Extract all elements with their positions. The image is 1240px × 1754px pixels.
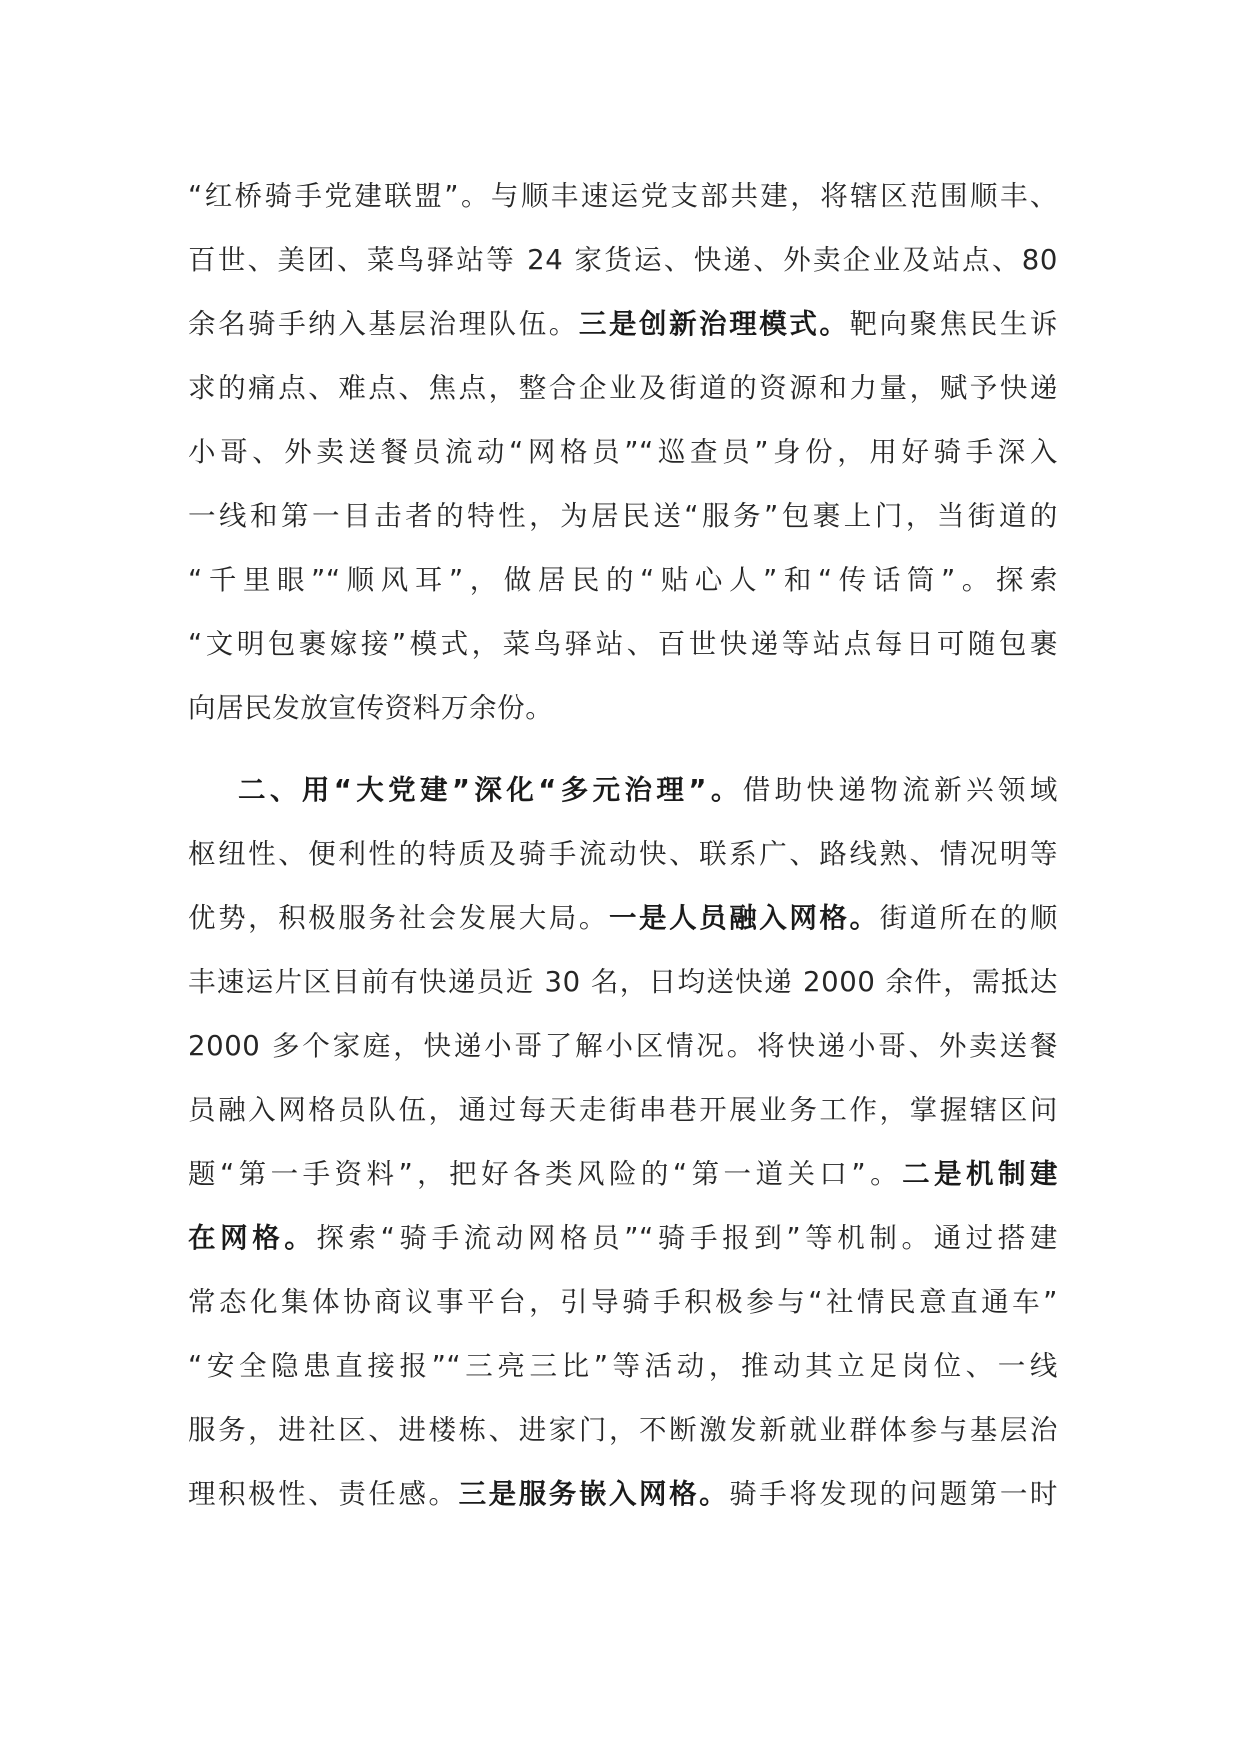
text-run: 探索“骑手流动网格员”“骑手报到”等机制。通过搭建 <box>316 1222 1058 1254</box>
text-line <box>188 164 1058 228</box>
text-line <box>188 228 1058 292</box>
text-run: 街道所在的顺 <box>879 902 1058 934</box>
text-run: 服务，进社区、进楼栋、进家门，不断激发新就业群体参与基层治 <box>188 1414 1058 1446</box>
text-line <box>188 484 1058 548</box>
bold-heading-run: 一是人员融入网格。 <box>608 902 880 934</box>
text-line <box>188 356 1058 420</box>
text-line <box>188 676 1058 740</box>
bold-heading-run: 在网格。 <box>188 1222 317 1254</box>
text-run: 丰速运片区目前有快递员近 30 名，日均送快递 2000 余件，需抵达 <box>188 966 1058 998</box>
bold-heading-run: 二、用“大党建”深化“多元治理”。 <box>238 774 743 806</box>
text-run: 骑手将发现的问题第一时 <box>729 1478 1058 1510</box>
text-run: 理积极性、责任感。 <box>188 1478 459 1510</box>
text-run: 余名骑手纳入基层治理队伍。 <box>188 308 579 340</box>
text-run: 优势，积极服务社会发展大局。 <box>188 902 609 934</box>
text-run: 靶向聚焦民生诉 <box>849 308 1058 340</box>
text-line <box>188 1014 1058 1078</box>
text-line <box>188 548 1058 612</box>
text-run: 一线和第一目击者的特性，为居民送“服务”包裹上门，当街道的 <box>188 500 1058 532</box>
section-heading-line <box>238 758 1058 822</box>
text-line <box>188 1206 1058 1270</box>
text-line <box>188 822 1058 886</box>
text-run: “安全隐患直接报”“三亮三比”等活动，推动其立足岗位、一线 <box>188 1350 1058 1382</box>
text-line <box>188 886 1058 950</box>
bold-heading-run: 二是机制建 <box>902 1158 1059 1190</box>
text-line <box>188 612 1058 676</box>
text-run: 借助快递物流新兴领域 <box>742 774 1059 806</box>
text-run: 2000 多个家庭，快递小哥了解小区情况。将快递小哥、外卖送餐 <box>188 1030 1058 1062</box>
text-run: 向居民发放宣传资料万余份。 <box>188 692 554 724</box>
text-line <box>188 1078 1058 1142</box>
text-line <box>188 420 1058 484</box>
text-line <box>188 950 1058 1014</box>
text-line <box>188 1334 1058 1398</box>
bold-heading-run: 三是创新治理模式。 <box>578 308 850 340</box>
text-run: “千里眼”“顺风耳”，做居民的“贴心人”和“传话筒”。探索 <box>188 564 1058 596</box>
text-run: 百世、美团、菜鸟驿站等 24 家货运、快递、外卖企业及站点、80 <box>188 244 1058 276</box>
text-run: 题“第一手资料”，把好各类风险的“第一道关口”。 <box>188 1158 903 1190</box>
text-run: “文明包裹嫁接”模式，菜鸟驿站、百世快递等站点每日可随包裹 <box>188 628 1058 660</box>
text-run: 员融入网格员队伍，通过每天走街串巷开展业务工作，掌握辖区问 <box>188 1094 1058 1126</box>
text-run: 常态化集体协商议事平台，引导骑手积极参与“社情民意直通车” <box>188 1286 1058 1318</box>
text-run: 求的痛点、难点、焦点，整合企业及街道的资源和力量，赋予快递 <box>188 372 1058 404</box>
text-line <box>188 1398 1058 1462</box>
text-line <box>188 1142 1058 1206</box>
text-run: 枢纽性、便利性的特质及骑手流动快、联系广、路线熟、情况明等 <box>188 838 1058 870</box>
text-line <box>188 1270 1058 1334</box>
text-run: “红桥骑手党建联盟”。与顺丰速运党支部共建，将辖区范围顺丰、 <box>188 180 1058 212</box>
bold-heading-run: 三是服务嵌入网格。 <box>458 1478 730 1510</box>
text-run: 小哥、外卖送餐员流动“网格员”“巡查员”身份，用好骑手深入 <box>188 436 1058 468</box>
text-line <box>188 292 1058 356</box>
text-line <box>188 1462 1058 1526</box>
